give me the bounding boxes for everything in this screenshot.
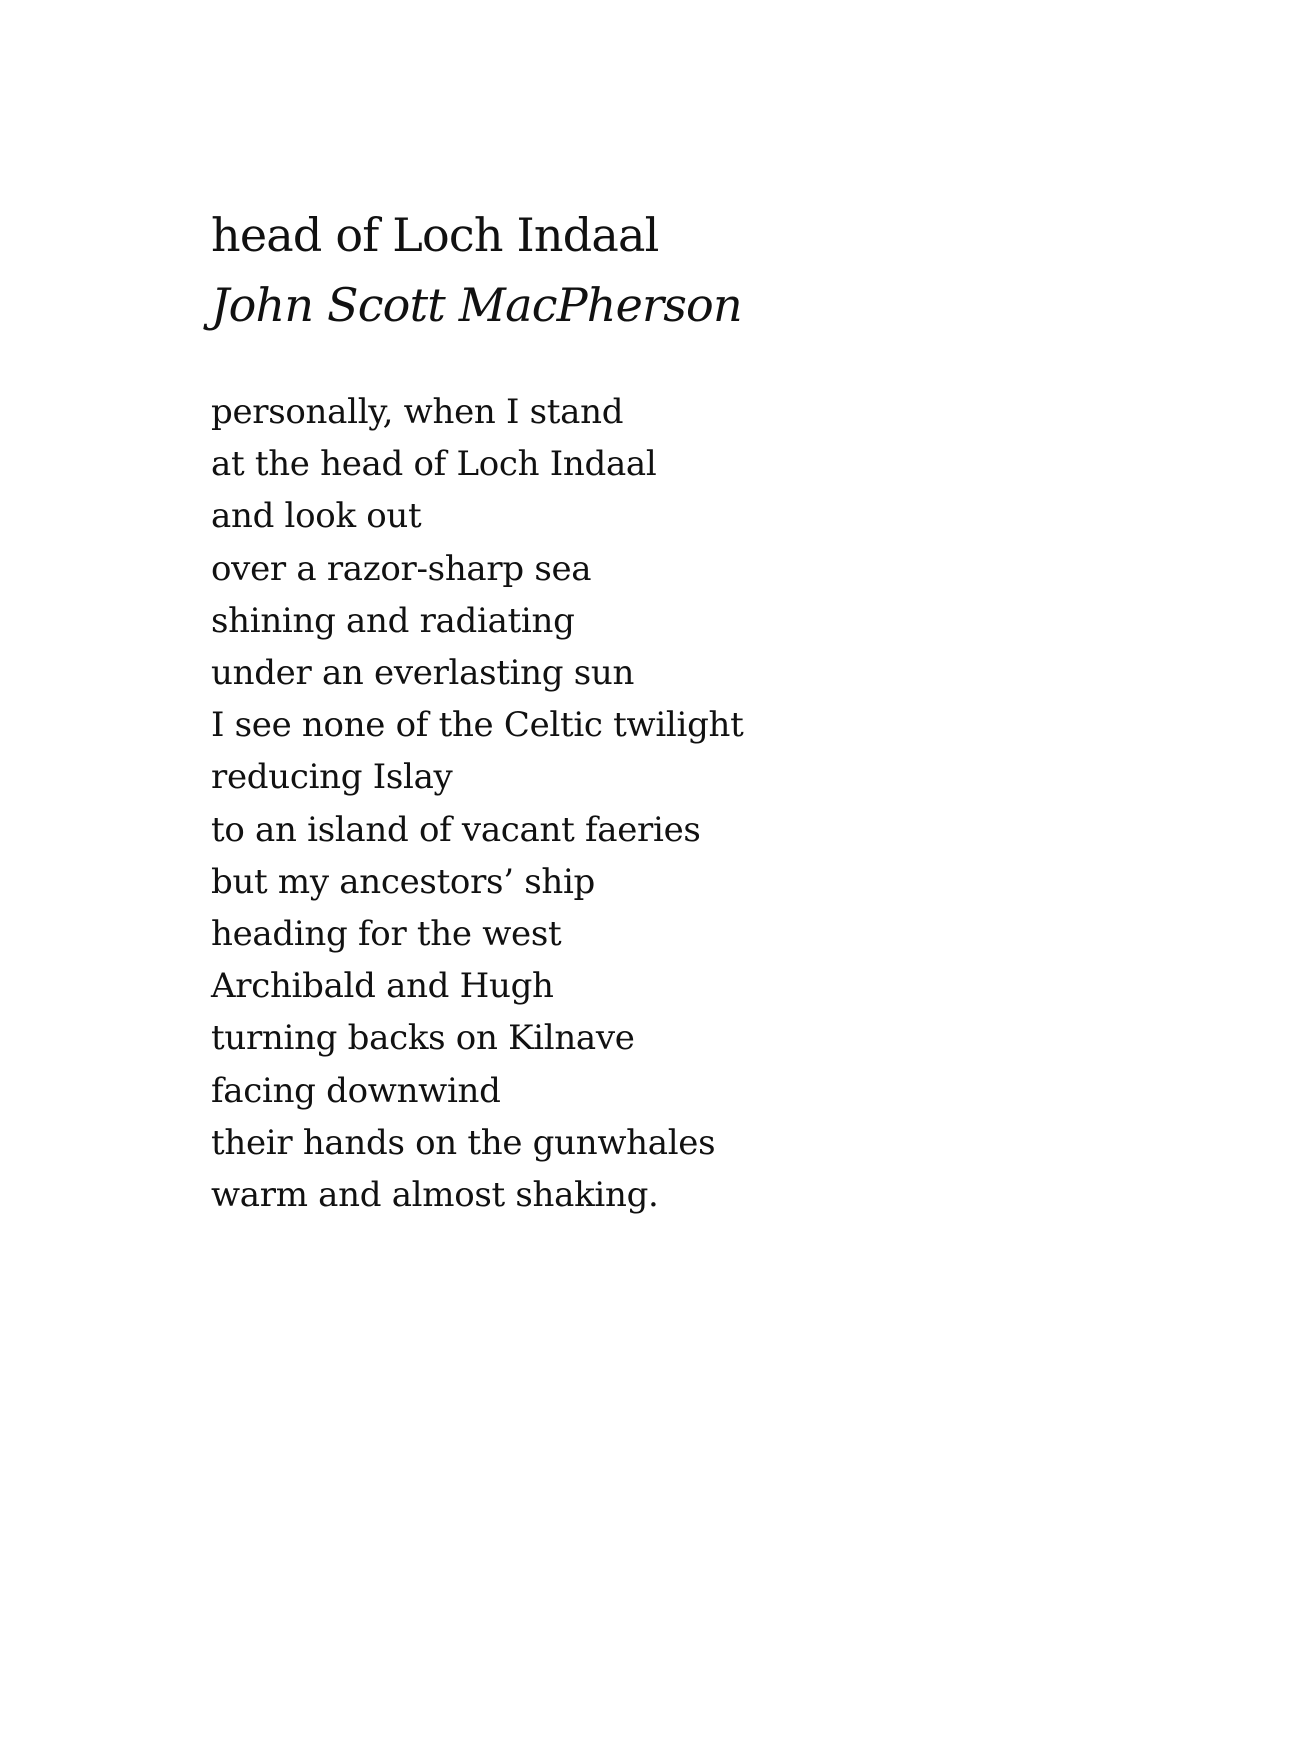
poem-line: warm and almost shaking.: [211, 1175, 659, 1216]
poem-line: and look out: [211, 496, 422, 537]
poem-line: turning backs on Kilnave: [211, 1018, 635, 1059]
poem-line: facing downwind: [211, 1070, 501, 1111]
poem-line: Archibald and Hugh: [211, 966, 554, 1007]
poem-author: John Scott MacPherson: [211, 278, 742, 332]
poem-line: but my ancestors’ ship: [211, 861, 596, 902]
poem-title: head of Loch Indaal: [211, 208, 659, 262]
poem-body: [211, 386, 744, 1221]
poem: [211, 200, 1111, 1216]
poem-line: reducing Islay: [211, 757, 453, 798]
poem-line: their hands on the gunwhales: [211, 1122, 716, 1163]
poem-line: I see none of the Celtic twilight: [211, 705, 744, 746]
poem-line: heading for the west: [211, 914, 562, 955]
poem-line: personally, when I stand: [211, 392, 624, 432]
poem-line: shining and radiating: [211, 600, 575, 641]
poem-line: to an island of vacant faeries: [211, 809, 701, 850]
poem-line: at the head of Loch Indaal: [211, 444, 657, 485]
poem-line: under an everlasting sun: [211, 653, 635, 694]
poem-line: over a razor-sharp sea: [211, 548, 592, 589]
